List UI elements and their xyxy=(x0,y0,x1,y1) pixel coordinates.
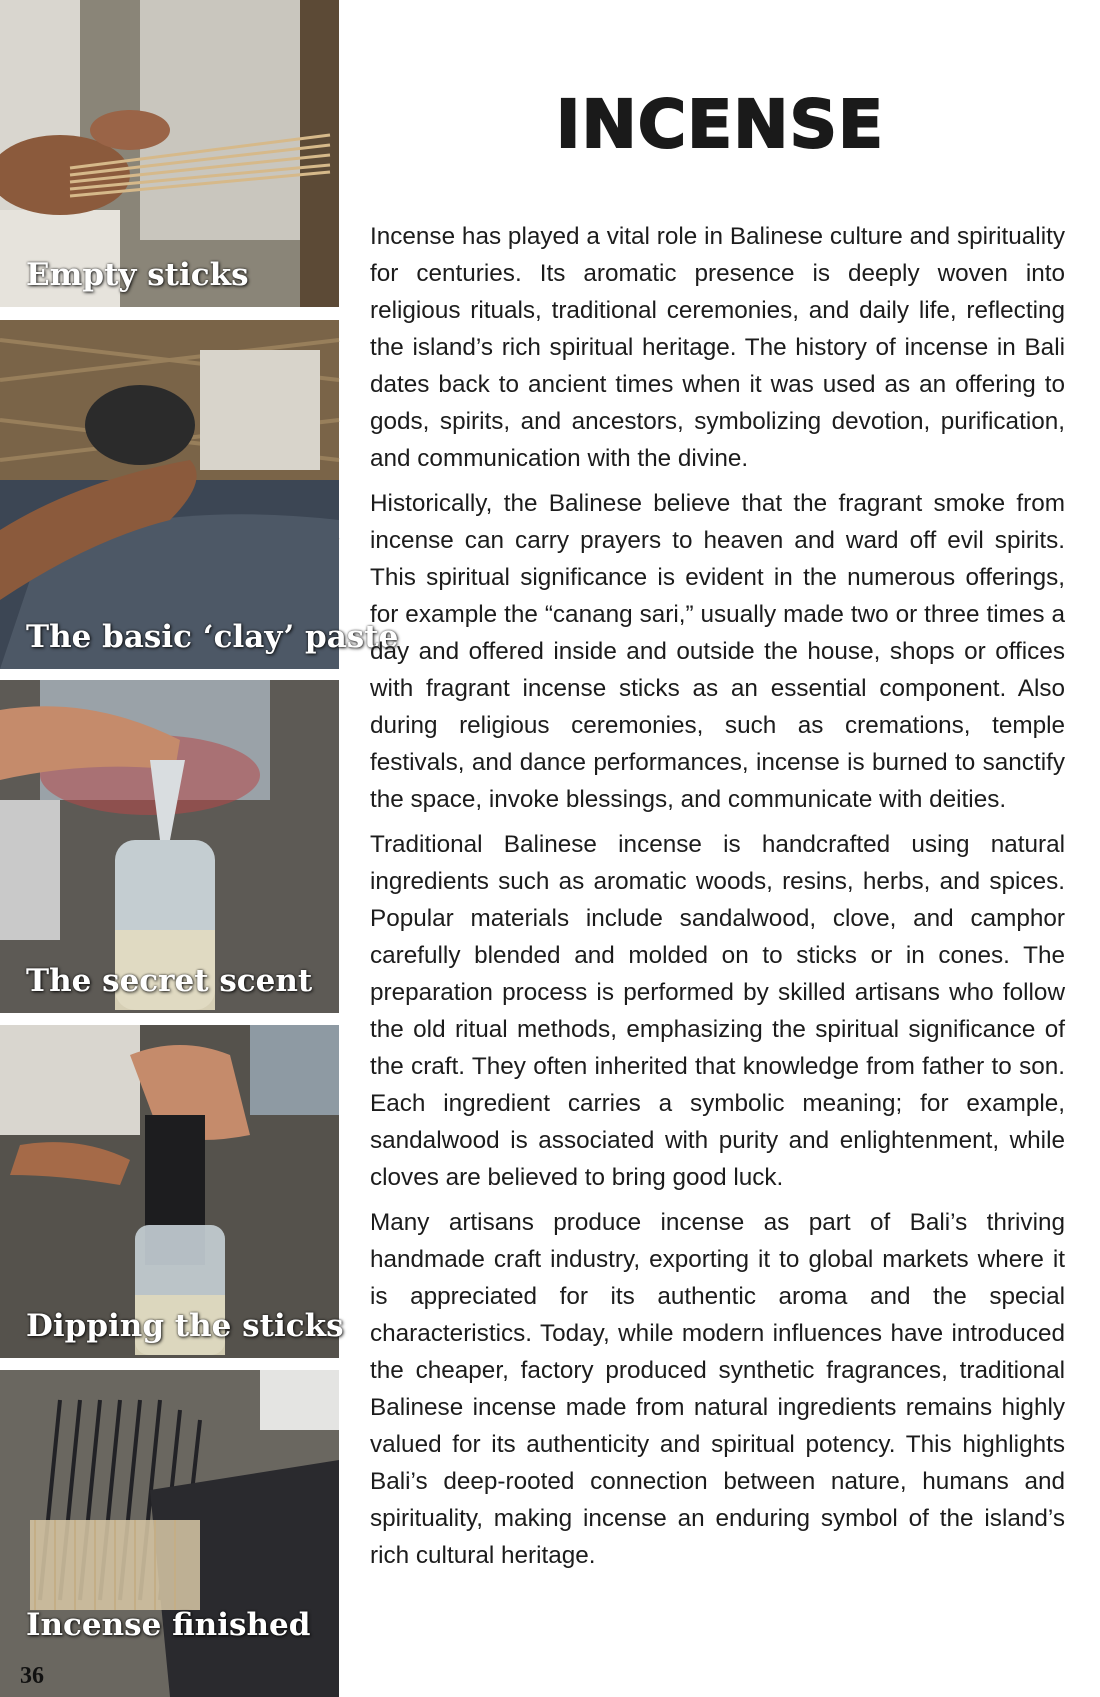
photo-secret-scent xyxy=(0,680,339,1013)
photo-column xyxy=(0,0,399,1697)
photo-clay-paste xyxy=(0,320,399,669)
photo-caption: The basic ‘clay’ paste xyxy=(26,619,399,655)
photo-caption: The secret scent xyxy=(26,963,313,999)
photo-dipping-sticks xyxy=(0,1025,344,1358)
page-title: INCENSE xyxy=(555,86,885,163)
article-body xyxy=(370,218,1065,1582)
paragraph: Incense has played a vital role in Balinese culture and spirituality for centuries. Its aromatic presence is deeply woven into religious rituals, traditional ceremonies, and daily life, reflecting the island’s rich spiritual heritage. The history of incense in Bali dates back to ancient times when it was used as an offering to gods, spirits, and ancestors, symbolizing devotion, purification, and communication with the divine. xyxy=(370,223,1065,472)
paragraph: Traditional Balinese incense is handcrafted using natural ingredients such as aromatic woods, resins, herbs, and spices. Popular materials include sandalwood, clove, and camphor carefully blended and molded on to sticks or in cones. The preparation process is performed by skilled artisans who follow the old ritual methods, emphasizing the spiritual significance of the craft. They often inherited that knowledge from father to son. Each ingredient carries a symbolic meaning; for example, sandalwood is associated with purity and enlightenment, while cloves are believed to bring good luck. xyxy=(370,831,1065,1191)
page-number: 36 xyxy=(20,1663,44,1689)
photo-caption: Dipping the sticks xyxy=(26,1308,344,1344)
photo-caption: Empty sticks xyxy=(26,257,249,293)
paragraph: Historically, the Balinese believe that the fragrant smoke from incense can carry prayers to heaven and ward off evil spirits. This spiritual significance is evident in the numerous offerings, for example the “canang sari,” usually made two or three times a day and offered inside and outside the house, shops or offices with fragrant incense sticks as an essential component. Also during religious ceremonies, such as cremations, temple festivals, and dance performances, incense is burned to sanctify the space, invoke blessings, and communicate with deities. xyxy=(370,490,1065,813)
finished-incense-photo xyxy=(0,1370,339,1697)
photo-empty-sticks xyxy=(0,0,339,307)
photo-caption: Incense finished xyxy=(26,1607,311,1643)
photo-incense-finished xyxy=(0,1370,339,1697)
clay-paste-photo xyxy=(0,320,339,669)
paragraph: Many artisans produce incense as part of Bali’s thriving handmade craft industry, exporting it to global markets where it is appreciated for its authentic aroma and the special characteristics. Today, while modern influences have introduced the cheaper, factory produced synthetic fragrances, traditional Balinese incense made from natural ingredients remains highly valued for its authenticity and spiritual potency. This highlights Bali’s deep-rooted connection between nature, humans and spirituality, making incense an enduring symbol of the island’s rich cultural heritage. xyxy=(370,1209,1065,1569)
